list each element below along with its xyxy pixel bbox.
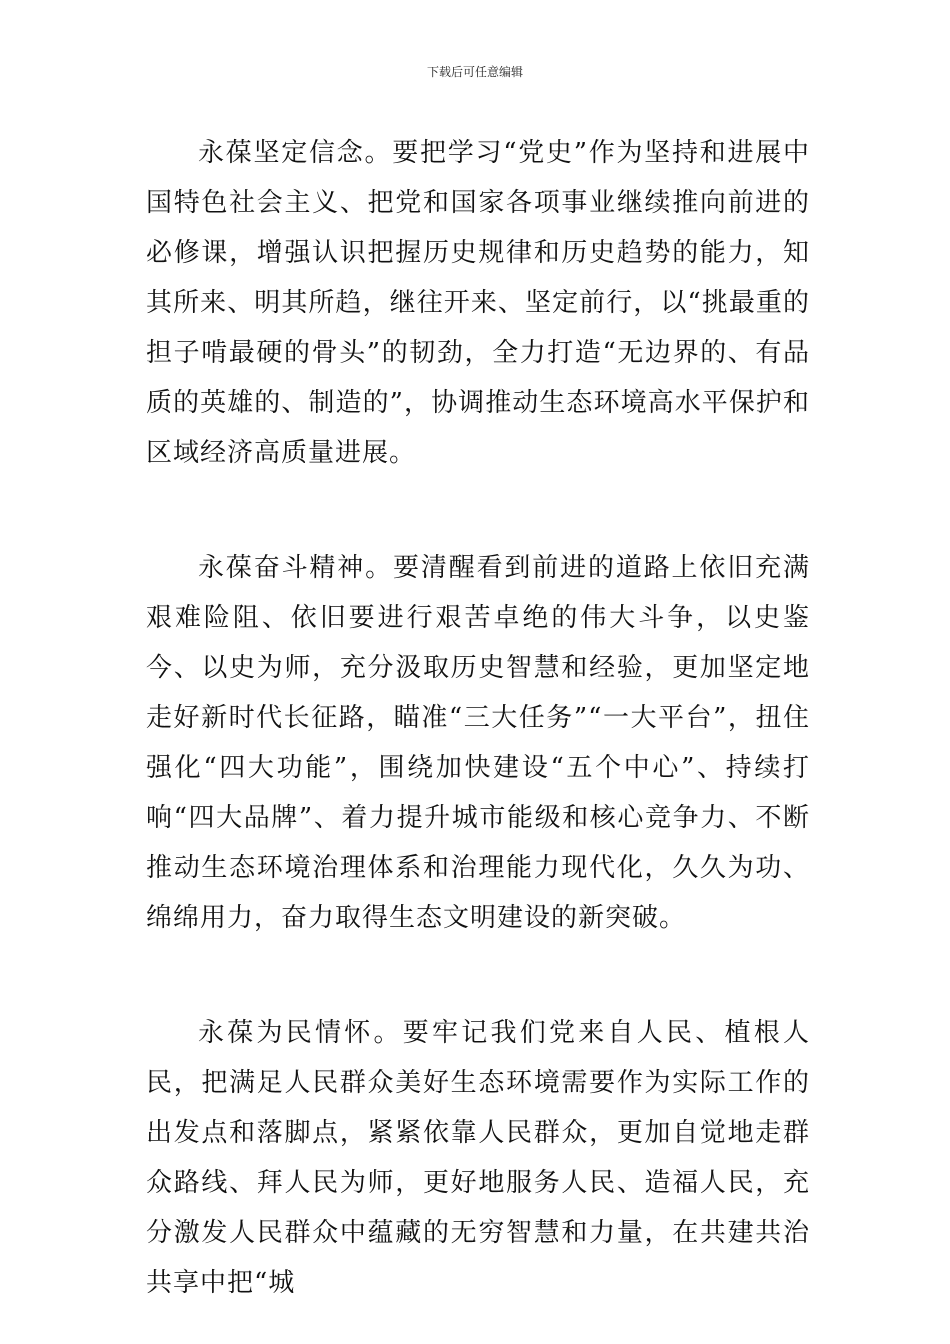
page-header-note: 下载后可任意编辑 (426, 65, 523, 79)
paragraph-people-sentiment: 永葆为民情怀。要牢记我们党来自人民、植根人民，把满足人民群众美好生态环境需要作为实际工作的出发点和落脚点，紧紧依靠人民群众，更加自觉地走群众路线、拜人民为师，更好地服务人民、造福人民，充分激发人民群众中蕴藏的无穷智慧和力量，在共建共治共享中把“城 (146, 1018, 810, 1298)
paragraph-struggle-spirit: 永葆奋斗精神。要清醒看到前进的道路上依旧充满艰难险阻、依旧要进行艰苦卓绝的伟大斗争，以史鉴今、以史为师，充分汲取历史智慧和经验，更加坚定地走好新时代长征路，瞄准“三大任务”“一大平台”，扭住强化“四大功能”，围绕加快建设“五个中心”、持续打响“四大品牌”、着力提升城市能级和核心竞争力、不断推动生态环境治理体系和治理能力现代化，久久为功、绵绵用力，奋力取得生态文明建设的新突破。 (146, 553, 810, 933)
document-body (146, 128, 810, 1308)
paragraph-firm-belief: 永葆坚定信念。要把学习“党史”作为坚持和进展中国特色社会主义、把党和国家各项事业继续推向前进的必修课，增强认识把握历史规律和历史趋势的能力，知其所来、明其所趋，继往开来、坚定前行，以“挑最重的担子啃最硬的骨头”的韧劲，全力打造“无边界的、有品质的英雄的、制造的”，协调推动生态环境高水平保护和区域经济高质量进展。 (146, 138, 810, 468)
